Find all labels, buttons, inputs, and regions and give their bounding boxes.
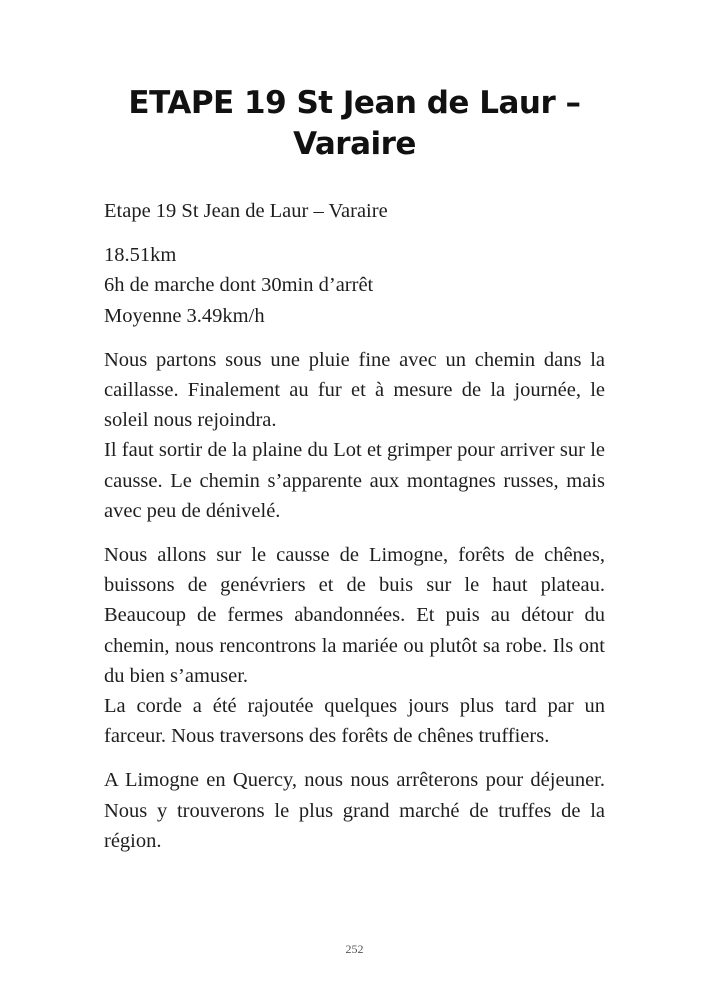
page-title: ETAPE 19 St Jean de Laur – Varaire <box>128 85 581 162</box>
body-content <box>104 196 605 870</box>
stats-block <box>104 240 605 331</box>
paragraph-line: Nous partons sous une pluie fine avec un chemin dans la caillasse. Finalement au fur et à mesure de la journée, le soleil nous rejoindra. <box>104 348 605 432</box>
stat-duration: 6h de marche dont 30min d’arrêt <box>104 274 374 297</box>
stat-distance: 18.51km <box>104 244 177 267</box>
paragraph-line: La corde a été rajoutée quelques jours plus tard par un farceur. Nous traversons des forêts de chênes truffiers. <box>104 695 605 748</box>
paragraph-line: Il faut sortir de la plaine du Lot et grimper pour arriver sur le causse. Le chemin s’apparente aux montagnes russes, mais avec peu de dénivelé. <box>104 439 605 522</box>
page-number: 252 <box>345 942 364 956</box>
paragraph-line: A Limogne en Quercy, nous nous arrêterons pour déjeuner. Nous y trouverons le plus grand marché de truffes de la région. <box>104 769 605 852</box>
paragraph-2 <box>104 540 605 751</box>
subtitle: Etape 19 St Jean de Laur – Varaire <box>104 200 388 222</box>
paragraph-1 <box>104 345 605 526</box>
paragraph-line: Nous allons sur le causse de Limogne, forêts de chênes, buissons de genévriers et de buis sur le haut plateau. Beaucoup de fermes abandonnées. Et puis au détour du chemin, nous rencontrons la mariée ou plutôt sa robe. Ils ont du bien s’amuser. <box>104 544 605 687</box>
paragraph-3 <box>104 765 605 856</box>
stat-average: Moyenne 3.49km/h <box>104 304 265 327</box>
